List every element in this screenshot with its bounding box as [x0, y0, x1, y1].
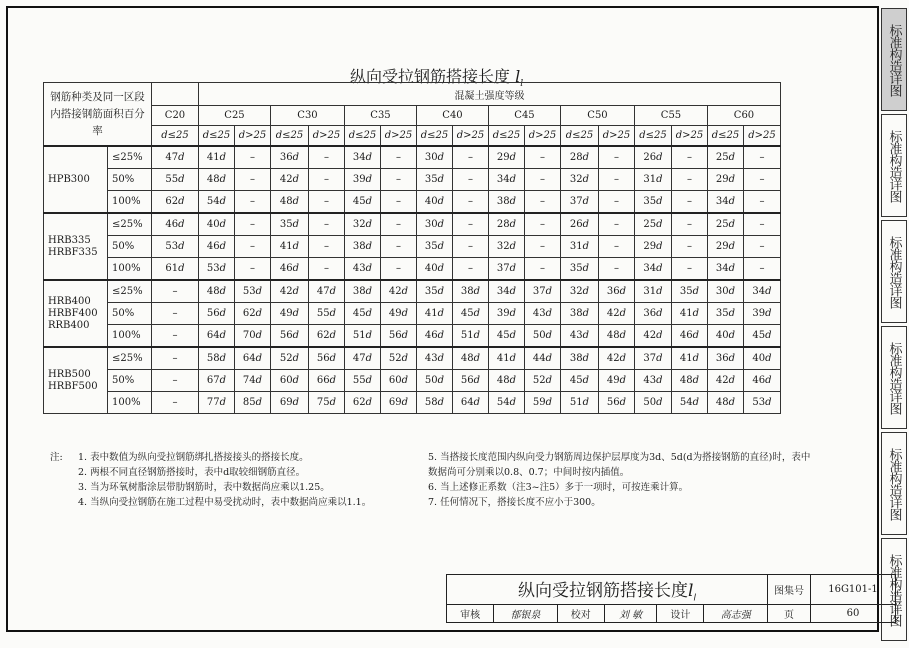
- value-cell: 56d: [309, 347, 345, 370]
- value-cell: 35d: [708, 303, 744, 325]
- value-cell: 53d: [744, 392, 781, 414]
- value-cell: 64d: [453, 392, 489, 414]
- value-cell: –: [235, 213, 271, 236]
- page-number: 60: [811, 605, 896, 623]
- sub-header: d>25: [309, 126, 345, 147]
- value-cell: 43d: [417, 347, 453, 370]
- value-cell: 46d: [672, 325, 708, 348]
- percent-cell: 50%: [108, 169, 152, 191]
- percent-cell: 100%: [108, 191, 152, 214]
- value-cell: 32d: [489, 236, 525, 258]
- page-title: 纵向受拉钢筋搭接长度 $l_l$: [350, 67, 524, 90]
- value-cell: –: [381, 169, 417, 191]
- value-cell: 58d: [417, 392, 453, 414]
- value-cell: 36d: [271, 146, 309, 169]
- value-cell: –: [453, 146, 489, 169]
- value-cell: 46d: [417, 325, 453, 348]
- value-cell: –: [381, 191, 417, 214]
- value-cell: 60d: [271, 370, 309, 392]
- percent-cell: 50%: [108, 303, 152, 325]
- value-cell: 48d: [199, 169, 235, 191]
- sub-header: d≤25: [345, 126, 381, 147]
- value-cell: 85d: [235, 392, 271, 414]
- value-cell: –: [672, 146, 708, 169]
- value-cell: 74d: [235, 370, 271, 392]
- value-cell: 62d: [152, 191, 199, 214]
- value-cell: 35d: [672, 280, 708, 303]
- percent-cell: 100%: [108, 392, 152, 414]
- value-cell: 34d: [489, 280, 525, 303]
- value-cell: –: [152, 325, 199, 348]
- sub-header: d>25: [672, 126, 708, 147]
- value-cell: –: [744, 191, 781, 214]
- value-cell: 46d: [271, 258, 309, 281]
- value-cell: 36d: [635, 303, 672, 325]
- value-cell: 35d: [271, 213, 309, 236]
- value-cell: 53d: [152, 236, 199, 258]
- value-cell: 47d: [309, 280, 345, 303]
- value-cell: 26d: [561, 213, 599, 236]
- value-cell: 69d: [271, 392, 309, 414]
- value-cell: 34d: [635, 258, 672, 281]
- value-cell: 42d: [271, 169, 309, 191]
- side-tab[interactable]: 标准构造详图: [881, 432, 907, 535]
- value-cell: 48d: [708, 392, 744, 414]
- value-cell: 29d: [489, 146, 525, 169]
- value-cell: 40d: [417, 258, 453, 281]
- blank-cell: [152, 83, 199, 106]
- value-cell: 46d: [152, 213, 199, 236]
- page-label: 页: [768, 605, 811, 623]
- sub-header: d≤25: [199, 126, 235, 147]
- value-cell: 26d: [635, 146, 672, 169]
- value-cell: 38d: [453, 280, 489, 303]
- value-cell: –: [453, 236, 489, 258]
- value-cell: 55d: [309, 303, 345, 325]
- value-cell: 51d: [561, 392, 599, 414]
- table-row: [44, 280, 781, 303]
- checker-name: 刘 敏: [604, 605, 656, 623]
- sub-header: d≤25: [635, 126, 672, 147]
- percent-cell: 100%: [108, 325, 152, 348]
- note-item: 1. 表中数值为纵向受拉钢筋绑扎搭接接头的搭接长度。: [78, 452, 309, 463]
- table-row: [44, 325, 781, 348]
- value-cell: –: [744, 236, 781, 258]
- value-cell: 38d: [489, 191, 525, 214]
- value-cell: 54d: [672, 392, 708, 414]
- value-cell: 30d: [417, 146, 453, 169]
- value-cell: –: [309, 236, 345, 258]
- value-cell: 55d: [152, 169, 199, 191]
- value-cell: 56d: [199, 303, 235, 325]
- table-row: [44, 213, 781, 236]
- value-cell: 42d: [271, 280, 309, 303]
- value-cell: 45d: [561, 370, 599, 392]
- value-cell: 50d: [417, 370, 453, 392]
- value-cell: 34d: [345, 146, 381, 169]
- lap-length-table: [43, 82, 781, 414]
- grade-header: C45: [489, 106, 561, 126]
- table-row: [44, 169, 781, 191]
- value-cell: 35d: [417, 236, 453, 258]
- grade-header: C55: [635, 106, 708, 126]
- sub-header: d≤25: [489, 126, 525, 147]
- value-cell: 29d: [635, 236, 672, 258]
- value-cell: 29d: [708, 236, 744, 258]
- value-cell: –: [152, 392, 199, 414]
- value-cell: 25d: [635, 213, 672, 236]
- value-cell: –: [525, 146, 561, 169]
- value-cell: –: [744, 258, 781, 281]
- value-cell: 40d: [744, 347, 781, 370]
- value-cell: 61d: [152, 258, 199, 281]
- value-cell: 60d: [381, 370, 417, 392]
- value-cell: 56d: [599, 392, 635, 414]
- value-cell: 64d: [199, 325, 235, 348]
- percent-cell: ≤25%: [108, 213, 152, 236]
- notes-right: [428, 450, 818, 510]
- value-cell: 49d: [381, 303, 417, 325]
- value-cell: 75d: [309, 392, 345, 414]
- value-cell: –: [309, 258, 345, 281]
- value-cell: 62d: [345, 392, 381, 414]
- value-cell: –: [525, 258, 561, 281]
- value-cell: –: [309, 213, 345, 236]
- value-cell: –: [744, 146, 781, 169]
- value-cell: 56d: [453, 370, 489, 392]
- reviewer-name: 郁银泉: [494, 605, 557, 623]
- value-cell: 41d: [672, 303, 708, 325]
- value-cell: –: [381, 258, 417, 281]
- value-cell: 34d: [708, 191, 744, 214]
- value-cell: –: [599, 236, 635, 258]
- side-tab[interactable]: 标准构造详图: [881, 8, 907, 111]
- side-tabs: [881, 8, 909, 644]
- percent-cell: 50%: [108, 236, 152, 258]
- value-cell: 39d: [489, 303, 525, 325]
- value-cell: 54d: [199, 191, 235, 214]
- row-header: 钢筋种类及同一区段内搭接钢筋面积百分率: [44, 83, 152, 147]
- grade-header: C25: [199, 106, 271, 126]
- value-cell: 34d: [744, 280, 781, 303]
- value-cell: –: [453, 258, 489, 281]
- value-cell: 41d: [271, 236, 309, 258]
- value-cell: 62d: [309, 325, 345, 348]
- sub-header: d≤25: [152, 126, 199, 147]
- value-cell: –: [309, 169, 345, 191]
- value-cell: 38d: [345, 280, 381, 303]
- value-cell: 45d: [345, 303, 381, 325]
- value-cell: 46d: [199, 236, 235, 258]
- percent-cell: 100%: [108, 258, 152, 281]
- value-cell: 69d: [381, 392, 417, 414]
- title-block: [446, 574, 896, 623]
- value-cell: 29d: [708, 169, 744, 191]
- value-cell: –: [235, 236, 271, 258]
- atlas-label: 图集号: [768, 575, 811, 605]
- value-cell: 48d: [489, 370, 525, 392]
- value-cell: 34d: [489, 169, 525, 191]
- value-cell: 28d: [489, 213, 525, 236]
- table-row: [44, 236, 781, 258]
- value-cell: 40d: [708, 325, 744, 348]
- value-cell: 42d: [635, 325, 672, 348]
- value-cell: 62d: [235, 303, 271, 325]
- note-item: 3. 当为环氧树脂涂层带肋钢筋时，表中数据尚应乘以1.25。: [78, 482, 330, 493]
- table-row: [44, 347, 781, 370]
- designer-name: 高志强: [704, 605, 768, 623]
- value-cell: –: [453, 191, 489, 214]
- sub-header: d≤25: [271, 126, 309, 147]
- value-cell: 42d: [381, 280, 417, 303]
- value-cell: 47d: [345, 347, 381, 370]
- note-item: 6. 当上述修正系数（注3~注5）多于一项时，可按连乘计算。: [428, 482, 689, 493]
- value-cell: –: [381, 236, 417, 258]
- value-cell: –: [672, 258, 708, 281]
- steel-grade-cell: HPB300: [44, 146, 108, 213]
- value-cell: 32d: [345, 213, 381, 236]
- value-cell: 45d: [744, 325, 781, 348]
- value-cell: 32d: [561, 169, 599, 191]
- value-cell: 45d: [345, 191, 381, 214]
- value-cell: 35d: [417, 169, 453, 191]
- value-cell: –: [599, 191, 635, 214]
- value-cell: 45d: [489, 325, 525, 348]
- value-cell: 54d: [489, 392, 525, 414]
- value-cell: –: [525, 236, 561, 258]
- value-cell: 32d: [561, 280, 599, 303]
- value-cell: 46d: [744, 370, 781, 392]
- value-cell: 30d: [417, 213, 453, 236]
- value-cell: –: [235, 169, 271, 191]
- value-cell: 31d: [561, 236, 599, 258]
- grade-header: C50: [561, 106, 635, 126]
- value-cell: –: [309, 191, 345, 214]
- value-cell: 37d: [635, 347, 672, 370]
- percent-cell: 50%: [108, 370, 152, 392]
- notes-label: 注:: [50, 452, 63, 463]
- value-cell: –: [453, 213, 489, 236]
- atlas-number: 16G101-1: [811, 575, 896, 605]
- value-cell: 40d: [199, 213, 235, 236]
- value-cell: 43d: [561, 325, 599, 348]
- value-cell: –: [152, 347, 199, 370]
- value-cell: 44d: [525, 347, 561, 370]
- value-cell: 47d: [152, 146, 199, 169]
- grade-header: C60: [708, 106, 781, 126]
- note-item: 2. 两根不同直径钢筋搭接时，表中d取较细钢筋直径。: [78, 467, 306, 478]
- value-cell: 58d: [199, 347, 235, 370]
- steel-grade-cell: HRB335 HRBF335: [44, 213, 108, 280]
- value-cell: –: [525, 191, 561, 214]
- value-cell: 50d: [525, 325, 561, 348]
- value-cell: –: [453, 169, 489, 191]
- value-cell: 36d: [708, 347, 744, 370]
- note-item: 4. 当纵向受拉钢筋在施工过程中易受扰动时，表中数据尚应乘以1.1。: [78, 497, 372, 508]
- value-cell: 52d: [525, 370, 561, 392]
- value-cell: 49d: [599, 370, 635, 392]
- value-cell: 67d: [199, 370, 235, 392]
- value-cell: 35d: [417, 280, 453, 303]
- value-cell: 25d: [708, 213, 744, 236]
- value-cell: 42d: [599, 347, 635, 370]
- value-cell: –: [309, 146, 345, 169]
- value-cell: 37d: [561, 191, 599, 214]
- value-cell: 49d: [271, 303, 309, 325]
- value-cell: 48d: [453, 347, 489, 370]
- note-item: 5. 当搭接长度范围内纵向受力钢筋周边保护层厚度为3d、5d(d为搭接钢筋的直径)时，表中数据尚可分别乘以0.8、0.7；中间时按内插值。: [428, 452, 811, 478]
- percent-cell: ≤25%: [108, 280, 152, 303]
- sub-header: d>25: [381, 126, 417, 147]
- value-cell: –: [672, 169, 708, 191]
- value-cell: 48d: [599, 325, 635, 348]
- value-cell: 51d: [453, 325, 489, 348]
- value-cell: 31d: [635, 169, 672, 191]
- value-cell: 48d: [199, 280, 235, 303]
- value-cell: 28d: [561, 146, 599, 169]
- value-cell: 39d: [744, 303, 781, 325]
- value-cell: 39d: [345, 169, 381, 191]
- value-cell: 45d: [453, 303, 489, 325]
- grade-header: C30: [271, 106, 345, 126]
- grade-header: C20: [152, 106, 199, 126]
- value-cell: –: [152, 280, 199, 303]
- steel-grade-cell: HRB400 HRBF400 RRB400: [44, 280, 108, 347]
- sub-header: d>25: [525, 126, 561, 147]
- review-label: 审核: [447, 605, 494, 623]
- sub-header: d≤25: [708, 126, 744, 147]
- side-tab[interactable]: 标准构造详图: [881, 220, 907, 323]
- value-cell: –: [599, 258, 635, 281]
- value-cell: –: [235, 258, 271, 281]
- value-cell: 41d: [199, 146, 235, 169]
- value-cell: 42d: [599, 303, 635, 325]
- value-cell: –: [672, 213, 708, 236]
- side-tab[interactable]: 标准构造详图: [881, 114, 907, 217]
- value-cell: 38d: [345, 236, 381, 258]
- value-cell: 38d: [561, 303, 599, 325]
- value-cell: –: [525, 213, 561, 236]
- value-cell: 43d: [525, 303, 561, 325]
- value-cell: 48d: [271, 191, 309, 214]
- title-block-title: 纵向受拉钢筋搭接长度$l_l$: [447, 575, 768, 605]
- value-cell: 40d: [417, 191, 453, 214]
- percent-cell: ≤25%: [108, 146, 152, 169]
- value-cell: –: [744, 169, 781, 191]
- value-cell: 34d: [708, 258, 744, 281]
- value-cell: 59d: [525, 392, 561, 414]
- value-cell: –: [152, 303, 199, 325]
- title-symbol: l: [515, 67, 521, 86]
- sub-header: d>25: [599, 126, 635, 147]
- value-cell: 35d: [561, 258, 599, 281]
- value-cell: 25d: [708, 146, 744, 169]
- value-cell: –: [599, 169, 635, 191]
- value-cell: 35d: [635, 191, 672, 214]
- table-row: [44, 258, 781, 281]
- value-cell: 42d: [708, 370, 744, 392]
- value-cell: –: [381, 146, 417, 169]
- grade-header: C40: [417, 106, 489, 126]
- value-cell: 41d: [489, 347, 525, 370]
- value-cell: 51d: [345, 325, 381, 348]
- value-cell: –: [235, 191, 271, 214]
- notes-left: [50, 450, 408, 510]
- value-cell: 41d: [417, 303, 453, 325]
- value-cell: –: [599, 146, 635, 169]
- table-row: [44, 392, 781, 414]
- design-label: 设计: [657, 605, 704, 623]
- side-tab[interactable]: 标准构造详图: [881, 538, 907, 641]
- grade-header: C35: [345, 106, 417, 126]
- table-row: [44, 303, 781, 325]
- value-cell: 38d: [561, 347, 599, 370]
- table-row: [44, 146, 781, 169]
- value-cell: 52d: [271, 347, 309, 370]
- value-cell: 31d: [635, 280, 672, 303]
- percent-cell: ≤25%: [108, 347, 152, 370]
- concrete-grade-header: 混凝土强度等级: [199, 83, 781, 106]
- value-cell: –: [235, 146, 271, 169]
- value-cell: 50d: [635, 392, 672, 414]
- value-cell: –: [599, 213, 635, 236]
- sub-header: d>25: [235, 126, 271, 147]
- value-cell: 55d: [345, 370, 381, 392]
- table-row: [44, 191, 781, 214]
- value-cell: 53d: [199, 258, 235, 281]
- value-cell: 43d: [635, 370, 672, 392]
- sub-header: d≤25: [561, 126, 599, 147]
- value-cell: 37d: [489, 258, 525, 281]
- value-cell: –: [744, 213, 781, 236]
- value-cell: 43d: [345, 258, 381, 281]
- side-tab[interactable]: 标准构造详图: [881, 326, 907, 429]
- value-cell: 48d: [672, 370, 708, 392]
- value-cell: 53d: [235, 280, 271, 303]
- check-label: 校对: [557, 605, 604, 623]
- sub-header: d>25: [744, 126, 781, 147]
- value-cell: –: [672, 236, 708, 258]
- note-item: 7. 任何情况下，搭接长度不应小于300。: [428, 497, 601, 508]
- value-cell: 36d: [599, 280, 635, 303]
- sub-header: d>25: [453, 126, 489, 147]
- value-cell: –: [152, 370, 199, 392]
- value-cell: 37d: [525, 280, 561, 303]
- value-cell: 66d: [309, 370, 345, 392]
- value-cell: 70d: [235, 325, 271, 348]
- value-cell: –: [525, 169, 561, 191]
- value-cell: 52d: [381, 347, 417, 370]
- table-row: [44, 370, 781, 392]
- value-cell: –: [381, 213, 417, 236]
- steel-grade-cell: HRB500 HRBF500: [44, 347, 108, 414]
- value-cell: 56d: [381, 325, 417, 348]
- value-cell: 56d: [271, 325, 309, 348]
- value-cell: 41d: [672, 347, 708, 370]
- value-cell: –: [672, 191, 708, 214]
- value-cell: 30d: [708, 280, 744, 303]
- value-cell: 77d: [199, 392, 235, 414]
- value-cell: 64d: [235, 347, 271, 370]
- sub-header: d≤25: [417, 126, 453, 147]
